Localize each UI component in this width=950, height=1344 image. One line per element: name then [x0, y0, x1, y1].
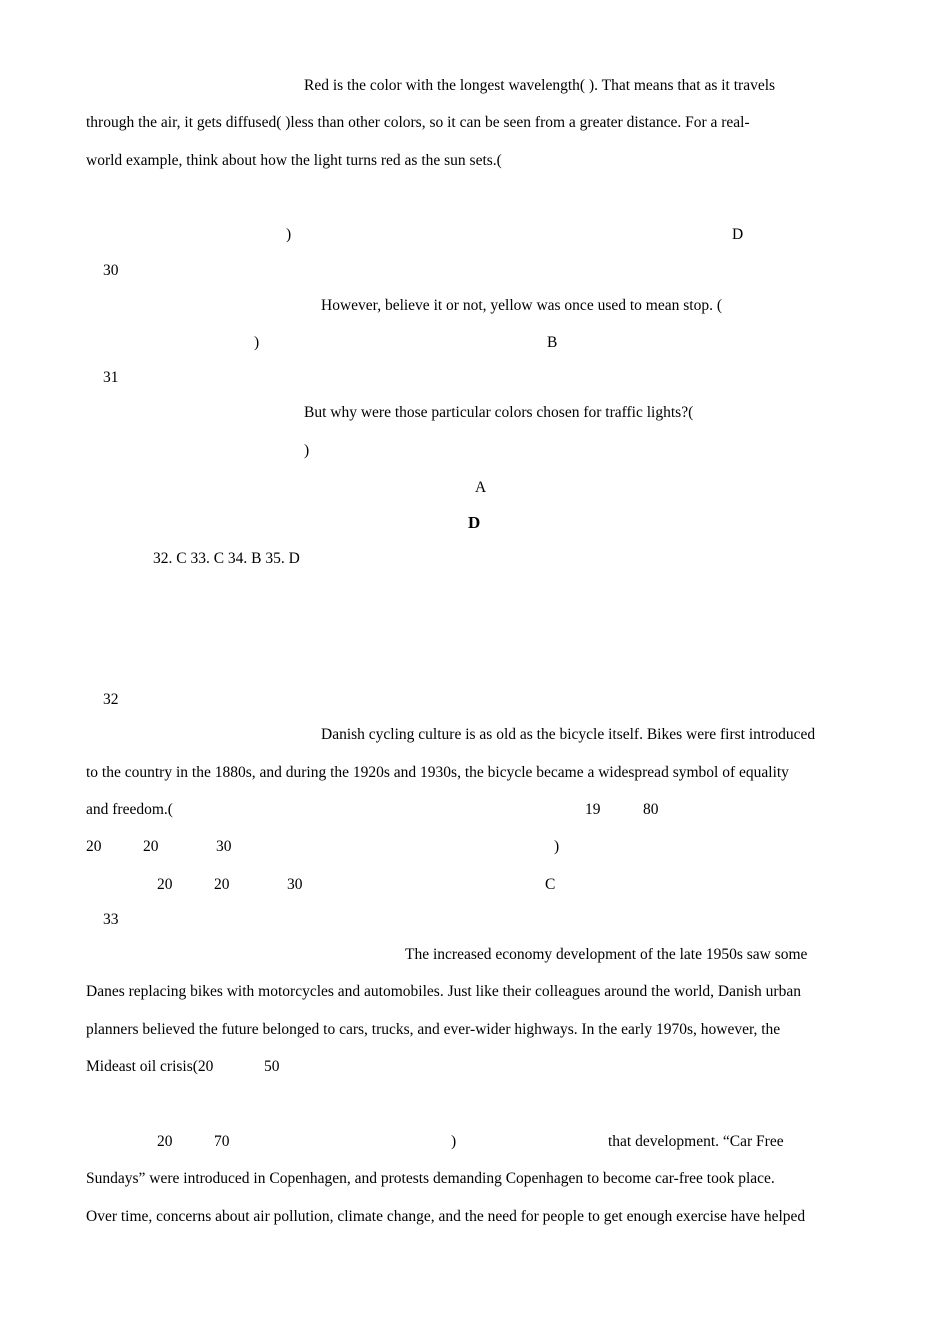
text-line: world example, think about how the light turns red as the sun sets.(: [86, 152, 502, 169]
answer-letter: C: [545, 876, 556, 893]
text-line: that development. “Car Free: [608, 1133, 784, 1150]
text-line: to the country in the 1880s, and during the 1920s and 1930s, the bicycle became a widespread symbol of equality: [86, 764, 789, 781]
answer-key: 32. C 33. C 34. B 35. D: [153, 550, 300, 567]
number-fragment: 20: [157, 1133, 173, 1150]
answer-letter: A: [475, 479, 487, 496]
number-fragment: 80: [643, 801, 659, 818]
text-line: planners believed the future belonged to cars, trucks, and ever-wider highways. In the early 1970s, however, the: [86, 1021, 781, 1038]
question-number: 30: [103, 262, 119, 279]
text-line: Mideast oil crisis(20: [86, 1058, 214, 1075]
text-line: ): [254, 334, 260, 351]
text-line: Sundays” were introduced in Copenhagen, and protests demanding Copenhagen to become car-free took place.: [86, 1170, 775, 1187]
number-fragment: 19: [585, 801, 601, 818]
section-heading: D: [468, 513, 481, 532]
number-fragment: 20: [214, 876, 230, 893]
number-fragment: 50: [264, 1058, 280, 1075]
answer-letter: B: [547, 334, 558, 351]
text-line: and freedom.(: [86, 801, 173, 818]
text-line: Danes replacing bikes with motorcycles and automobiles. Just like their colleagues around the world, Danish urban: [86, 983, 801, 1000]
text-line: Danish cycling culture is as old as the bicycle itself. Bikes were first introduced: [321, 726, 816, 743]
text-line: through the air, it gets diffused( )less than other colors, so it can be seen from a greater distance. For a real-: [86, 114, 750, 131]
text-line: The increased economy development of the late 1950s saw some: [405, 946, 808, 963]
number-fragment: 30: [287, 876, 303, 893]
text-line: ): [304, 442, 310, 459]
text-line: But why were those particular colors chosen for traffic lights?(: [304, 404, 694, 421]
text-line: Red is the color with the longest wavelength( ). That means that as it travels: [304, 77, 776, 94]
text-line: However, believe it or not, yellow was once used to mean stop. (: [321, 297, 722, 314]
text-line: Over time, concerns about air pollution, climate change, and the need for people to get enough exercise have helped: [86, 1208, 806, 1225]
text-line: ): [554, 838, 560, 855]
number-fragment: 20: [86, 838, 102, 855]
number-fragment: 70: [214, 1133, 230, 1150]
number-fragment: 20: [143, 838, 159, 855]
text-line: ): [451, 1133, 457, 1150]
number-fragment: 20: [157, 876, 173, 893]
text-line: ): [286, 226, 292, 243]
number-fragment: 30: [216, 838, 232, 855]
question-number: 33: [103, 911, 119, 928]
question-number: 32: [103, 691, 119, 708]
question-number: 31: [103, 369, 119, 386]
answer-letter: D: [732, 226, 744, 243]
